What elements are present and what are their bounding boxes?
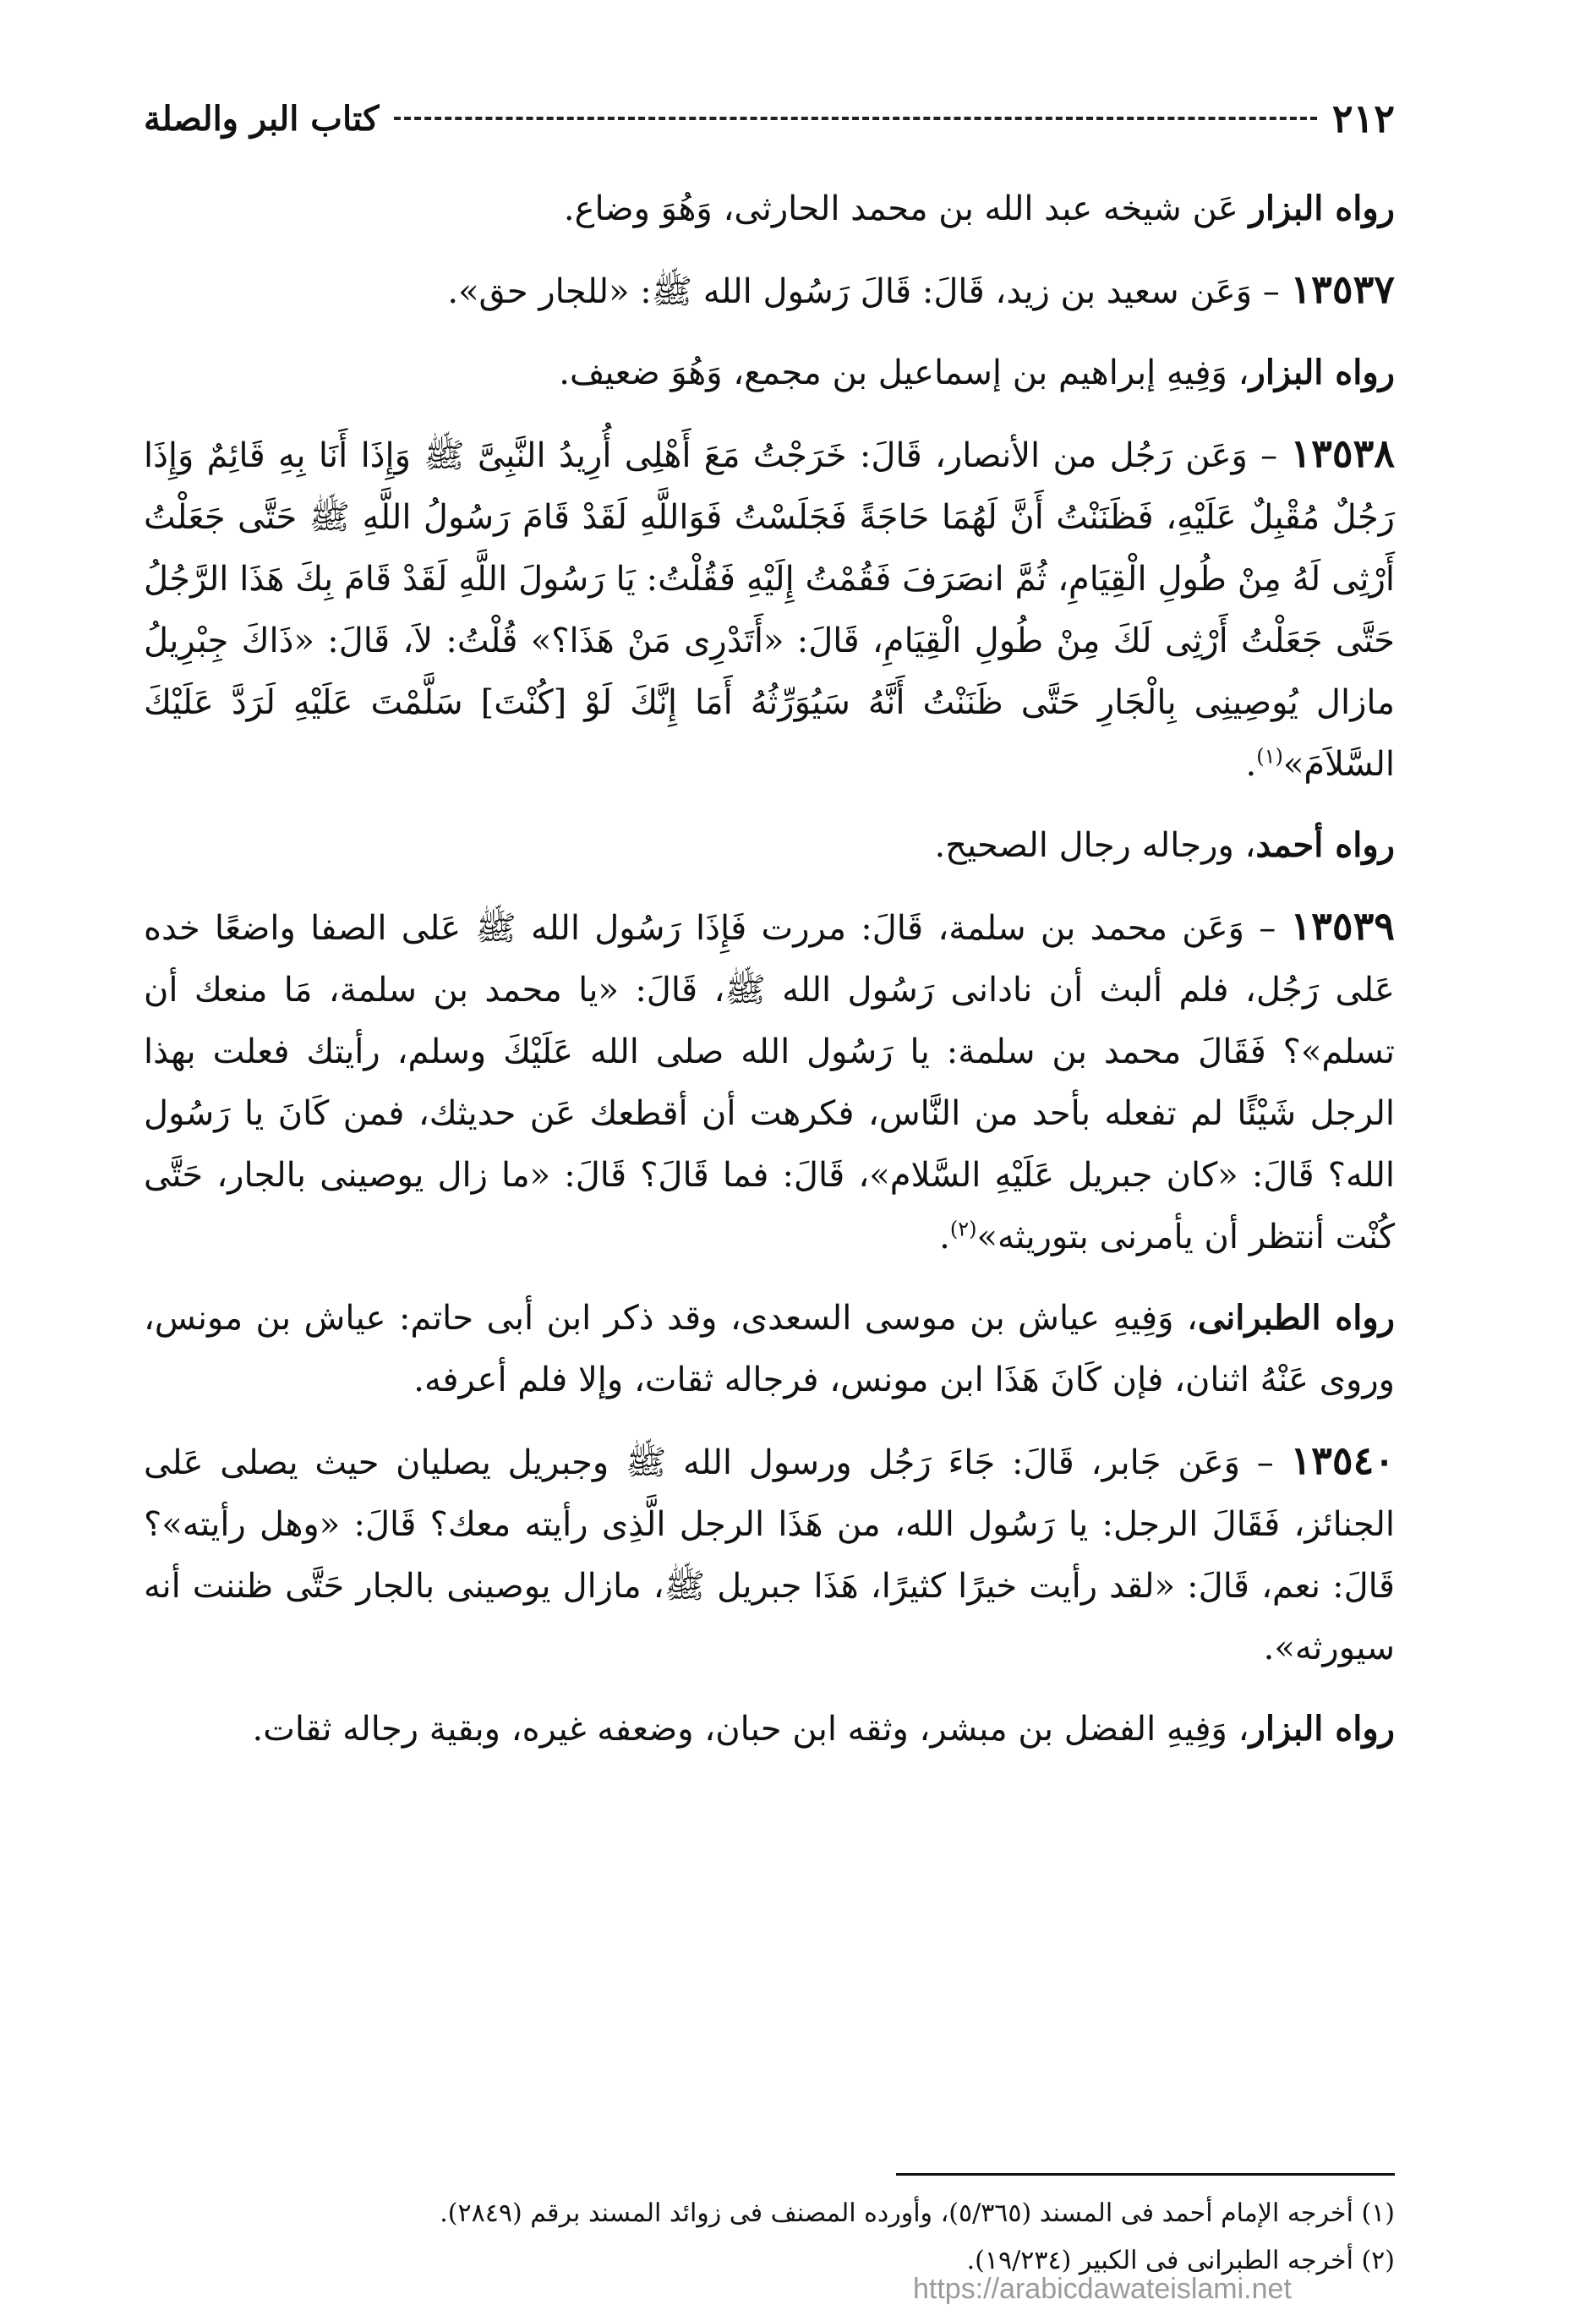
footnote-marker[interactable]: (٢) (949, 1217, 977, 1241)
hadith-entry (144, 1430, 1395, 1679)
narration-text: ، وَفِيهِ الفضل بن مبشر، وثقه ابن حبان، وضعفه غيره، وبقية رجاله ثقات. (252, 1710, 1249, 1749)
hadith-number: ١٣٥٤٠ (1290, 1437, 1395, 1483)
footnote-separator (896, 2173, 1395, 2176)
narration-text: عَن شيخه عبد الله بن محمد الحارثى، وَهُوَ وضاع. (563, 189, 1249, 228)
footnote-1: (١) أخرجه الإمام أحمد فى المسند (٥/٣٦٥)، وأورده المصنف فى زوائد المسند برقم (٢٨٤٩). (440, 2198, 1395, 2228)
narration-note (144, 814, 1395, 877)
narration-text: ، ورجاله رجال الصحيح. (934, 826, 1256, 865)
hadith-text: – وَعَن رَجُل من الأنصار، قَالَ: خَرَجْتُ مَعَ أَهْلِى أُرِيدُ النَّبِىَّ ﷺ وَإِذَا أَنَا بِهِ قَائِمٌ وَإِذَا رَجُلٌ مُقْبِلٌ عَلَيْهِ، فَظَنَنْتُ أَنَّ لَهُمَا حَاجَةً فَجَلَسْتُ فَوَاللَّهِ لَقَدْ قَامَ رَسُولُ اللَّهِ ﷺ حَتَّى جَعَلْتُ أَرْثِى لَهُ مِنْ طُولِ الْقِيَامِ، ثُمَّ انصَرَفَ فَقُمْتُ إِلَيْهِ فَقُلْتُ: يَا رَسُولَ اللَّهِ لَقَدْ قَامَ بِكَ هَذَا الرَّجُلُ حَتَّى جَعَلْتُ أَرْثِى لَكَ مِنْ طُولِ الْقِيَامِ، قَالَ: «أَتَدْرِى مَنْ هَذَا؟» قُلْتُ: لاَ، قَالَ: «ذَاكَ جِبْرِيلُ مازال يُوصِينِى بِالْجَارِ حَتَّى ظَنَنْتُ أَنَّهُ سَيُوَرِّثُهُ أَمَا إِنَّكَ لَوْ [كُنْتَ] سَلَّمْتَ عَلَيْهِ لَرَدَّ عَلَيْكَ السَّلاَمَ» (144, 436, 1396, 784)
running-header (144, 93, 1395, 144)
footnote-marker[interactable]: (١) (1256, 744, 1283, 769)
narrator-lead: رواه البزار (1249, 189, 1395, 228)
narration-text: ، وَفِيهِ إبراهيم بن إسماعيل بن مجمع، وَهُوَ ضعيف. (559, 353, 1249, 392)
narration-note (144, 178, 1395, 240)
narration-note (144, 342, 1395, 404)
hadith-entry (144, 895, 1395, 1268)
narrator-lead: رواه البزار (1249, 1709, 1395, 1749)
hadith-tail: . (939, 1218, 950, 1257)
page-body (144, 178, 1395, 1779)
hadith-number: ١٣٥٣٧ (1290, 266, 1395, 312)
hadith-number: ١٣٥٣٩ (1290, 903, 1395, 949)
footnote-2: (٢) أخرجه الطبرانى فى الكبير (١٩/٢٣٤). (966, 2246, 1395, 2275)
narration-text: ، وَفِيهِ عياش بن موسى السعدى، وقد ذكر ابن أبى حاتم: عياش بن مونس، وروى عَنْهُ اثنان، فإن كَانَ هَذَا ابن مونس، فرجاله ثقات، وإلا فلم أعرفه. (144, 1299, 1395, 1399)
narrator-lead: رواه أحمد (1255, 825, 1395, 865)
narration-note (144, 1698, 1395, 1760)
hadith-number: ١٣٥٣٨ (1290, 430, 1395, 476)
header-dashed-divider (394, 117, 1317, 120)
page (144, 85, 1396, 2275)
hadith-tail: . (1245, 745, 1257, 784)
hadith-entry (144, 423, 1395, 796)
narrator-lead: رواه البزار (1249, 353, 1395, 392)
page-number: ٢١٢ (1331, 96, 1395, 141)
hadith-text: – وَعَن سعيد بن زيد، قَالَ: قَالَ رَسُول الله ﷺ: «للجار حق». (447, 272, 1291, 311)
hadith-text: – وَعَن محمد بن سلمة، قَالَ: مررت فَإِذَا رَسُول الله ﷺ عَلى الصفا واضعًا خده عَلى رَجُل، فلم ألبث أن نادانى رَسُول الله ﷺ، قَالَ: «يا محمد بن سلمة، مَا منعك أن تسلم»؟ فَقَالَ محمد بن سلمة: يا رَسُول الله صلى الله عَلَيْكَ وسلم، رأيتك فعلت بهذا الرجل شَيْئًا لم تفعله بأحد من النَّاس، فكرهت أن أقطعك عَن حديثك، فمن كَانَ يا رَسُول الله؟ قَالَ: «كان جبريل عَلَيْهِ السَّلام»، قَالَ: فما قَالَ؟ قَالَ: «ما زال يوصينى بالجار، حَتَّى كُنْت أنتظر أن يأمرنى بتوريثه» (144, 909, 1396, 1257)
watermark-url: https://arabicdawateislami.net (913, 2273, 1292, 2305)
narration-note (144, 1287, 1395, 1411)
footnotes (144, 2190, 1395, 2285)
hadith-entry (144, 259, 1395, 323)
hadith-text: – وَعَن جَابر، قَالَ: جَاءَ رَجُل ورسول الله ﷺ وجبريل يصليان حيث يصلى عَلى الجنائز، فَقَالَ الرجل: يا رَسُول الله، من هَذَا الرجل الَّذِى رأيته معك؟ قَالَ: «وهل رأيته»؟ قَالَ: نعم، قَالَ: «لقد رأيت خيرًا كثيرًا، هَذَا جبريل ﷺ، مازال يوصينى بالجار حَتَّى ظننت أنه سيورثه». (144, 1443, 1395, 1667)
narrator-lead: رواه الطبرانى (1197, 1298, 1395, 1338)
book-title: كتاب البر والصلة (144, 98, 380, 139)
